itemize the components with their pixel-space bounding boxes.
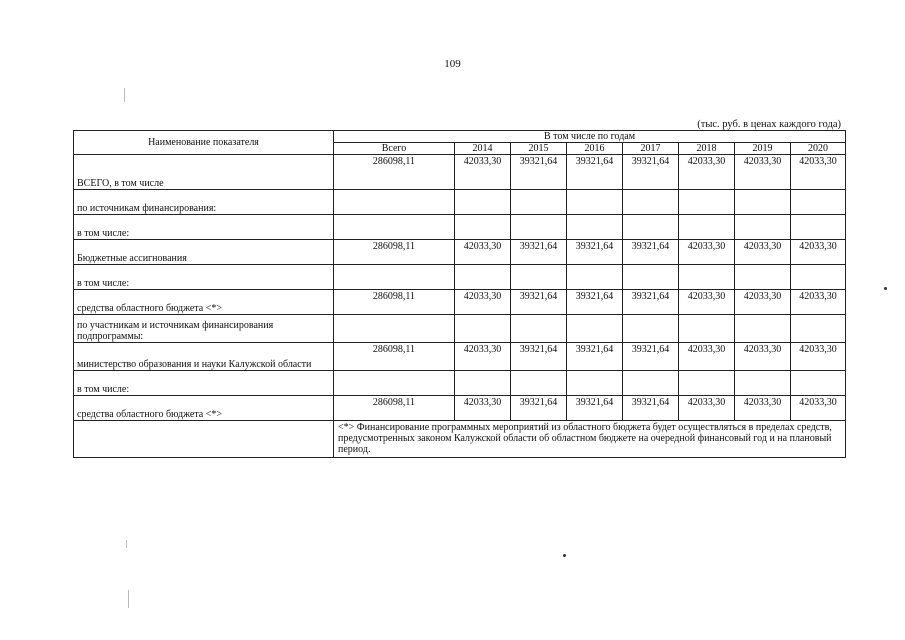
row-year-value: 39321,64 (623, 155, 679, 190)
row-year-value: 42033,30 (679, 240, 735, 265)
row-label: ВСЕГО, в том числе (74, 155, 334, 190)
row-year-value (567, 215, 623, 240)
row-year-value: 42033,30 (455, 343, 511, 371)
row-year-value (735, 265, 791, 290)
row-year-value (455, 315, 511, 343)
row-year-value (511, 315, 567, 343)
header-year: 2020 (791, 143, 846, 155)
row-year-value: 39321,64 (567, 290, 623, 315)
table-row (74, 343, 846, 371)
row-year-value (567, 190, 623, 215)
row-year-value: 42033,30 (679, 155, 735, 190)
footnote-empty-cell (74, 421, 334, 458)
table-row (74, 240, 846, 265)
page-number: 109 (444, 58, 461, 70)
row-total: 286098,11 (334, 290, 455, 315)
row-year-value (791, 315, 846, 343)
table-row (74, 396, 846, 421)
scan-mark (124, 88, 125, 102)
header-group: В том числе по годам (334, 131, 846, 143)
scan-mark (128, 590, 129, 608)
row-year-value: 42033,30 (679, 290, 735, 315)
scan-dot (884, 287, 887, 290)
row-year-value: 39321,64 (511, 290, 567, 315)
row-year-value (679, 315, 735, 343)
row-total: 286098,11 (334, 240, 455, 265)
row-year-value: 42033,30 (791, 343, 846, 371)
scan-mark (126, 540, 127, 548)
row-year-value (567, 265, 623, 290)
row-year-value (679, 371, 735, 396)
row-label: в том числе: (74, 265, 334, 290)
row-year-value: 39321,64 (623, 343, 679, 371)
row-year-value: 39321,64 (511, 396, 567, 421)
row-year-value (791, 215, 846, 240)
row-year-value: 42033,30 (455, 240, 511, 265)
row-total (334, 190, 455, 215)
row-year-value (735, 215, 791, 240)
header-year: 2018 (679, 143, 735, 155)
row-label: средства областного бюджета <*> (74, 290, 334, 315)
header-row-group (74, 131, 846, 143)
footnote-row (74, 421, 846, 458)
table-row (74, 215, 846, 240)
row-label: по участникам и источникам финансирования подпрограммы: (74, 315, 334, 343)
row-year-value: 42033,30 (735, 155, 791, 190)
row-year-value: 39321,64 (511, 240, 567, 265)
row-year-value: 42033,30 (679, 396, 735, 421)
row-year-value (791, 265, 846, 290)
row-year-value (455, 190, 511, 215)
row-year-value (567, 315, 623, 343)
row-year-value (455, 265, 511, 290)
header-year: 2015 (511, 143, 567, 155)
row-year-value (511, 190, 567, 215)
row-label: министерство образования и науки Калужской области (74, 343, 334, 371)
row-year-value: 42033,30 (791, 155, 846, 190)
row-year-value (735, 371, 791, 396)
row-year-value: 39321,64 (511, 155, 567, 190)
row-total: 286098,11 (334, 343, 455, 371)
header-name: Наименование показателя (74, 131, 334, 155)
row-year-value (511, 215, 567, 240)
table-row (74, 265, 846, 290)
scan-dot (563, 554, 566, 557)
header-total: Всего (334, 143, 455, 155)
row-year-value (791, 190, 846, 215)
table-row (74, 290, 846, 315)
row-year-value: 42033,30 (455, 396, 511, 421)
row-year-value (791, 371, 846, 396)
row-year-value (679, 265, 735, 290)
row-year-value (623, 315, 679, 343)
footnote: <*> Финансирование программных мероприятий из областного бюджета будет осуществляться в пределах средств, предусмотренных законом Калужской области об областном бюджете на очередной финансовый год и на плановый период. (334, 421, 846, 458)
row-year-value: 39321,64 (623, 290, 679, 315)
table-row (74, 371, 846, 396)
row-year-value: 42033,30 (791, 290, 846, 315)
row-year-value: 39321,64 (623, 240, 679, 265)
row-year-value: 42033,30 (735, 290, 791, 315)
row-total (334, 265, 455, 290)
row-year-value: 39321,64 (567, 343, 623, 371)
row-year-value: 42033,30 (791, 396, 846, 421)
row-label: средства областного бюджета <*> (74, 396, 334, 421)
row-year-value: 39321,64 (511, 343, 567, 371)
table-row (74, 315, 846, 343)
row-year-value: 39321,64 (567, 240, 623, 265)
row-label: по источникам финансирования: (74, 190, 334, 215)
row-label: Бюджетные ассигнования (74, 240, 334, 265)
row-year-value (679, 190, 735, 215)
row-year-value: 39321,64 (623, 396, 679, 421)
table-body (74, 155, 846, 458)
table-row (74, 190, 846, 215)
row-year-value (567, 371, 623, 396)
row-year-value: 42033,30 (679, 343, 735, 371)
row-year-value (623, 371, 679, 396)
row-year-value: 42033,30 (735, 343, 791, 371)
row-year-value (511, 265, 567, 290)
budget-table (73, 130, 846, 458)
header-year: 2019 (735, 143, 791, 155)
row-year-value: 39321,64 (567, 396, 623, 421)
row-year-value: 42033,30 (455, 155, 511, 190)
row-label: в том числе: (74, 371, 334, 396)
row-total: 286098,11 (334, 155, 455, 190)
row-year-value (735, 315, 791, 343)
row-year-value (623, 265, 679, 290)
units-note: (тыс. руб. в ценах каждого года) (697, 119, 841, 130)
row-year-value (623, 215, 679, 240)
row-year-value (735, 190, 791, 215)
row-year-value: 39321,64 (567, 155, 623, 190)
row-total (334, 215, 455, 240)
row-year-value: 42033,30 (735, 396, 791, 421)
table-row (74, 155, 846, 190)
row-year-value: 42033,30 (735, 240, 791, 265)
header-year: 2016 (567, 143, 623, 155)
header-year: 2017 (623, 143, 679, 155)
header-year: 2014 (455, 143, 511, 155)
row-year-value (623, 190, 679, 215)
row-year-value: 42033,30 (455, 290, 511, 315)
row-year-value (455, 371, 511, 396)
row-year-value: 42033,30 (791, 240, 846, 265)
row-total (334, 315, 455, 343)
row-year-value (455, 215, 511, 240)
row-total (334, 371, 455, 396)
row-total: 286098,11 (334, 396, 455, 421)
row-label: в том числе: (74, 215, 334, 240)
row-year-value (679, 215, 735, 240)
row-year-value (511, 371, 567, 396)
